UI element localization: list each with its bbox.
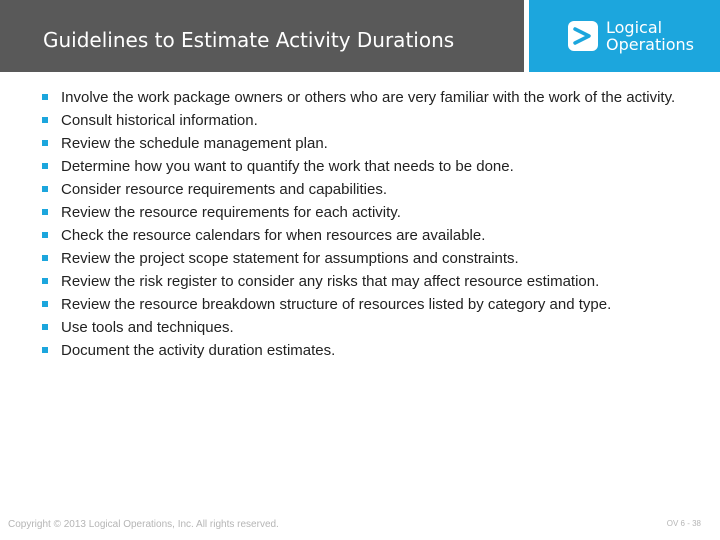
bullet-square-icon [42, 209, 48, 215]
bullet-text: Check the resource calendars for when resources are available. [61, 227, 486, 244]
footer-page-number: OV 6 - 38 [666, 519, 701, 528]
bullet-item [42, 226, 682, 245]
bullet-square-icon [42, 301, 48, 307]
logo-line-1: Logical [606, 18, 663, 37]
bullet-square-icon [42, 163, 48, 169]
bullet-square-icon [42, 186, 48, 192]
bullet-square-icon [42, 278, 48, 284]
bullet-item [42, 318, 682, 337]
bullet-text: Review the resource requirements for each activity. [61, 204, 401, 221]
bullet-list [42, 88, 682, 360]
bullet-square-icon [42, 347, 48, 353]
footer-copyright: Copyright © 2013 Logical Operations, Inc. All rights reserved. [8, 519, 279, 530]
bullet-list-container [42, 88, 682, 364]
bullet-item [42, 180, 682, 199]
bullet-square-icon [42, 324, 48, 330]
logo-wordmark [606, 19, 694, 53]
bullet-text: Review the resource breakdown structure of resources listed by category and type. [61, 296, 612, 313]
bullet-item [42, 157, 682, 176]
bullet-item [42, 249, 682, 268]
bullet-text: Review the project scope statement for assumptions and constraints. [61, 250, 519, 267]
bullet-text: Consult historical information. [61, 112, 258, 129]
bullet-text: Involve the work package owners or others who are very familiar with the work of the activity. [61, 89, 676, 106]
logo-line-2: Operations [606, 35, 694, 54]
bullet-item [42, 88, 682, 107]
bullet-item [42, 295, 682, 314]
bullet-text: Use tools and techniques. [61, 319, 234, 336]
bullet-square-icon [42, 94, 48, 100]
bullet-item [42, 203, 682, 222]
bullet-square-icon [42, 140, 48, 146]
slide-header [0, 0, 720, 72]
bullet-text: Review the schedule management plan. [61, 135, 328, 152]
bullet-item [42, 341, 682, 360]
bullet-item [42, 111, 682, 130]
slide-title: Guidelines to Estimate Activity Durations [43, 28, 455, 52]
bullet-square-icon [42, 117, 48, 123]
bullet-square-icon [42, 255, 48, 261]
bullet-text: Document the activity duration estimates. [61, 342, 336, 359]
bullet-item [42, 134, 682, 153]
bullet-item [42, 272, 682, 291]
bullet-text: Review the risk register to consider any risks that may affect resource estimation. [61, 273, 600, 290]
bullet-text: Consider resource requirements and capabilities. [61, 181, 388, 198]
title-bar [0, 0, 524, 72]
bullet-text: Determine how you want to quantify the work that needs to be done. [61, 158, 514, 175]
bullet-square-icon [42, 232, 48, 238]
logical-operations-logo-icon [567, 20, 599, 52]
logo-panel [529, 0, 720, 72]
